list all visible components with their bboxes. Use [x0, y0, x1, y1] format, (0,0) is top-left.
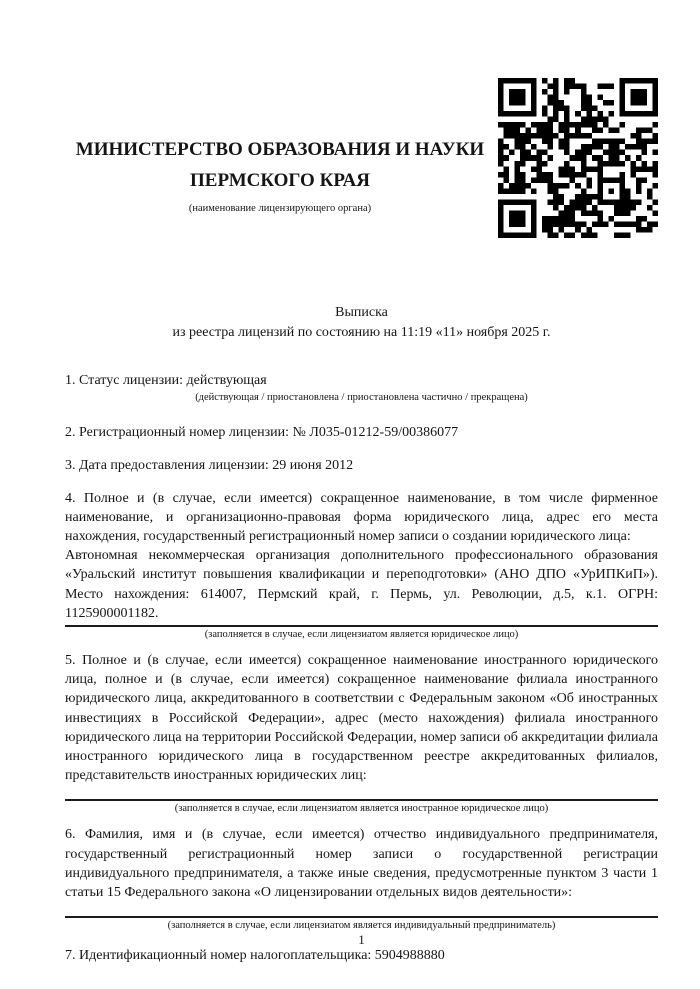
page-number: 1 — [358, 932, 365, 947]
section-foreign-entity — [65, 651, 658, 815]
section-individual-entrepreneur — [65, 825, 658, 932]
section-grant-date — [65, 456, 658, 475]
fill-in-line — [65, 625, 658, 627]
fill-in-line — [65, 799, 658, 801]
section-legal-entity — [65, 489, 658, 641]
item-3-grant-date: 3. Дата предоставления лицензии: 29 июня 2012 — [65, 458, 354, 474]
section-license-status — [65, 371, 658, 404]
document-title — [65, 303, 658, 342]
ministry-caption: (наименование лицензирующего органа) — [188, 203, 372, 214]
item-1-license-status: 1. Статус лицензии: действующая — [65, 373, 267, 388]
blank-field — [65, 785, 658, 797]
document-title-line2: из реестра лицензий по состоянию на 11:19 «11» ноября 2025 г. — [172, 324, 551, 340]
item-4-caption: (заполняется в случае, если лицензиатом является юридическое лицо) — [204, 629, 519, 641]
licensing-authority-block — [65, 134, 495, 215]
blank-field — [65, 902, 658, 914]
document-title-line1: Выписка — [335, 305, 388, 320]
ministry-name-line1: МИНИСТЕРСТВО ОБРАЗОВАНИЯ И НАУКИ — [75, 139, 485, 160]
section-registration-number — [65, 423, 658, 442]
fill-in-line — [65, 916, 658, 918]
ministry-name-line2: ПЕРМСКОГО КРАЯ — [190, 170, 370, 191]
item-1-caption: (действующая / приостановлена / приостановлена частично / прекращена) — [195, 392, 528, 404]
item-4-label: 4. Полное и (в случае, если имеется) сокращенное наименование, в том числе фирменное наименование, и организационно-правовая форма юридического лица, адрес его места нахождения, государственный регистрационный номер записи о создании юридического лица: — [65, 490, 658, 545]
item-6-caption: (заполняется в случае, если лицензиатом является индивидуальный предприниматель) — [167, 920, 556, 932]
item-4-value: Автономная некоммерческая организация дополнительного профессионального образования «Уральский институт повышения квалификации и переподготовки» (АНО ДПО «УрИПКиП»). Место нахождения: 614007, Пермский край, г. Пермь, ул. Революции, д.5, к.1. ОГРН: 1125900001182. — [65, 548, 658, 621]
ministry-name — [65, 134, 495, 196]
item-5-text: 5. Полное и (в случае, если имеется) сокращенное наименование иностранного юридического лица, полное и (в случае, если имеется) сокращенное наименование филиала иностранного юридического лица, аккредитованного в соответствии с Федеральным законом «Об иностранных инвестициях в Российской Федерации», адрес (место нахождения) филиала иностранного юридического лица на территории Российской Федерации, номер записи об аккредитации филиала иностранного юридического лица в государственном реестре аккредитованных филиалов, представительств иностранных юридических лиц: — [65, 653, 658, 784]
document-header — [65, 0, 658, 238]
section-taxpayer-number — [65, 946, 658, 965]
item-6-text: 6. Фамилия, имя и (в случае, если имеется) отчество индивидуального предпринимателя, государственный регистрационный номер записи о государственной регистрации индивидуального предпринимателя, а также иные сведения, предусмотренные пунктом 3 части 1 статьи 15 Федерального закона «О лицензировании отдельных видов деятельности»: — [65, 827, 658, 901]
item-5-caption: (заполняется в случае, если лицензиатом является иностранное юридическое лицо) — [174, 803, 549, 815]
qr-code-icon — [498, 78, 658, 238]
item-2-registration-number: 2. Регистрационный номер лицензии: № Л035-01212-59/00386077 — [65, 425, 459, 441]
item-7-inn: 7. Идентификационный номер налогоплательщика: 5904988880 — [65, 948, 445, 964]
